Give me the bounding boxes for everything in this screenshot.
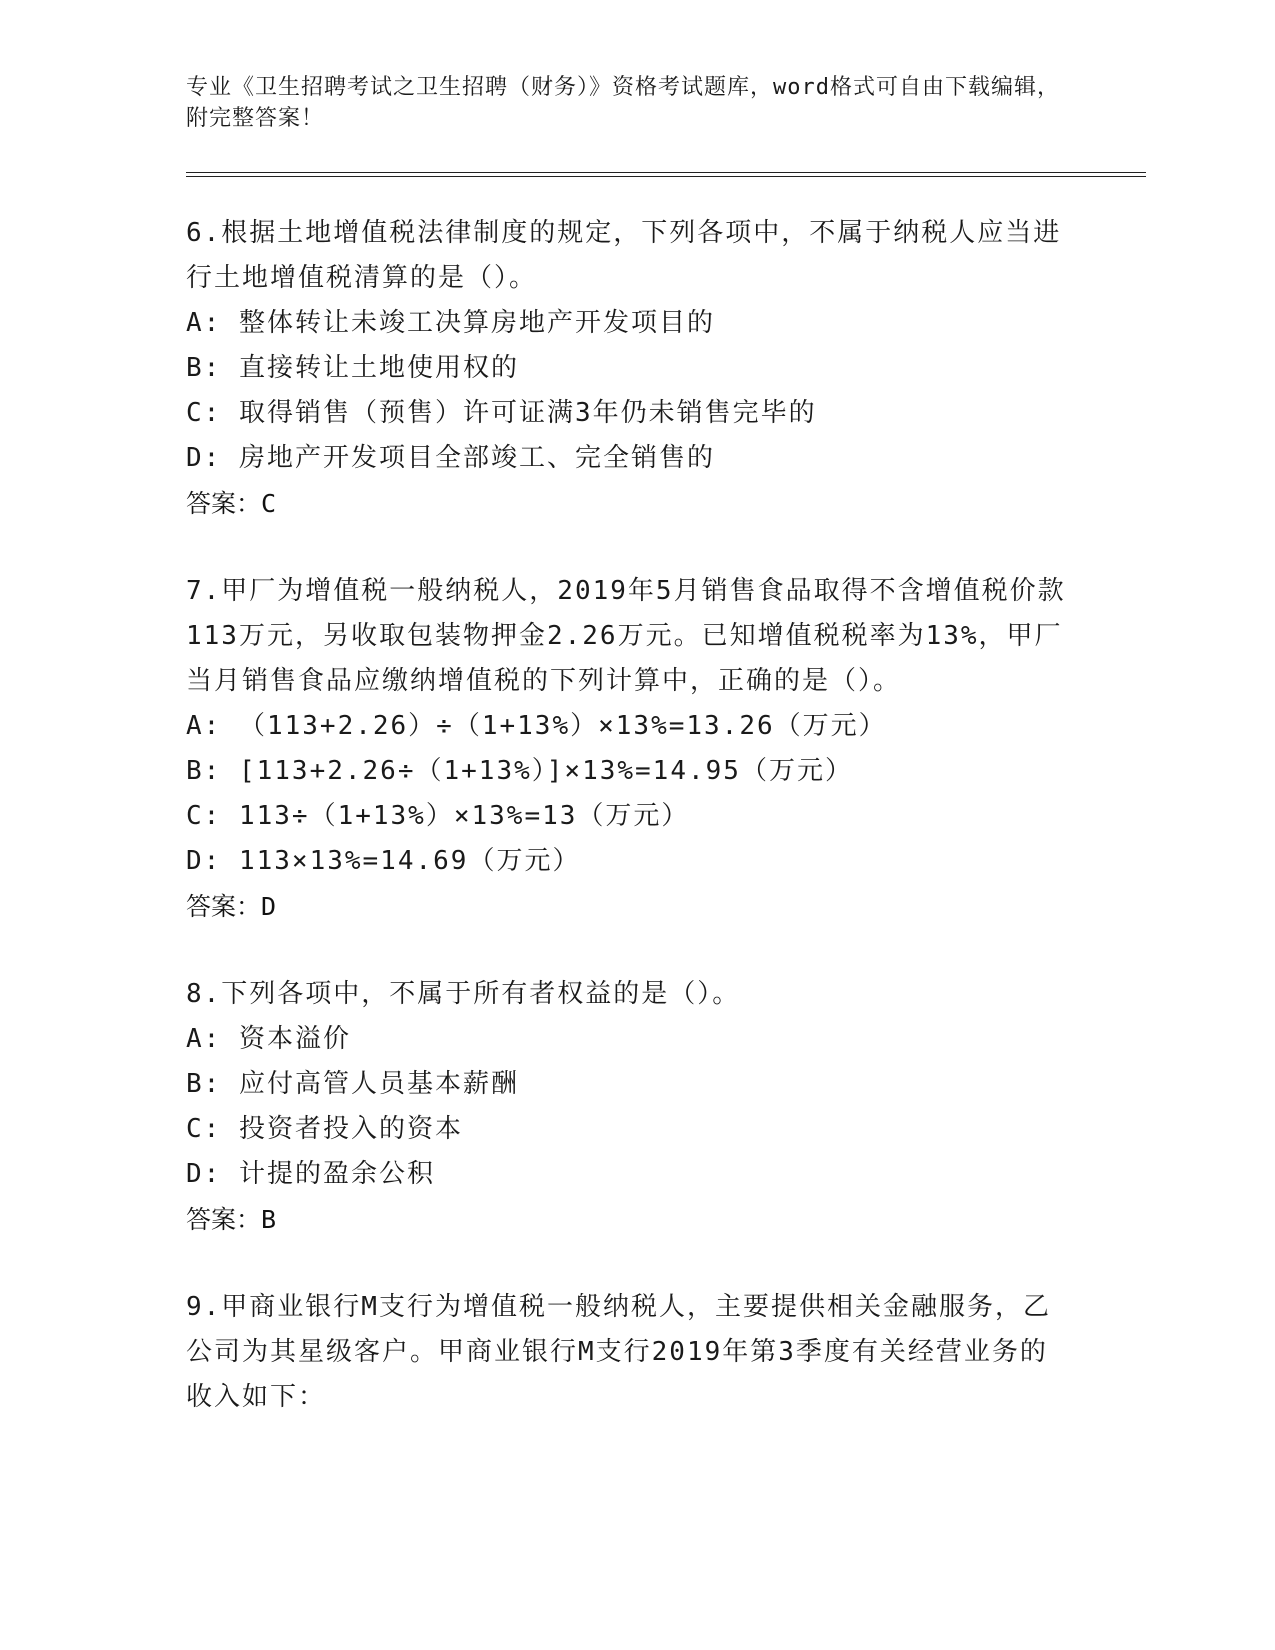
question-stem: 9.甲商业银行M支行为增值税一般纳税人，主要提供相关金融服务，乙公司为其星级客户。甲商业银行M支行2019年第3季度有关经营业务的收入如下： — [186, 1292, 1051, 1412]
question-7 — [186, 569, 1146, 930]
option-b: B: 直接转让土地使用权的 — [186, 353, 519, 383]
option-d: D: 113×13%=14.69（万元） — [186, 846, 581, 876]
question-8 — [186, 972, 1146, 1243]
option-a: A: 资本溢价 — [186, 1024, 351, 1054]
answer-label: 答案：D — [186, 892, 277, 921]
option-b: B: 应付高管人员基本薪酬 — [186, 1069, 519, 1099]
option-d: D: 房地产开发项目全部竣工、完全销售的 — [186, 443, 715, 473]
answer-label: 答案：B — [186, 1205, 277, 1234]
question-stem: 6.根据土地增值税法律制度的规定，下列各项中，不属于纳税人应当进行土地增值税清算的是（）。 — [186, 218, 1062, 293]
option-a: A: （113+2.26）÷（1+13%）×13%=13.26（万元） — [186, 711, 887, 741]
option-c: C: 投资者投入的资本 — [186, 1114, 463, 1144]
question-6 — [186, 211, 1146, 527]
option-c: C: 取得销售（预售）许可证满3年仍未销售完毕的 — [186, 398, 817, 428]
document-page — [186, 72, 1146, 1420]
option-d: D: 计提的盈余公积 — [186, 1159, 435, 1189]
header-divider — [186, 172, 1146, 177]
option-a: A: 整体转让未竣工决算房地产开发项目的 — [186, 308, 715, 338]
question-stem: 7.甲厂为增值税一般纳税人，2019年5月销售食品取得不含增值税价款113万元，另收取包装物押金2.26万元。已知增值税税率为13%，甲厂当月销售食品应缴纳增值税的下列计算中，正确的是（）。 — [186, 576, 1066, 696]
document-header: 专业《卫生招聘考试之卫生招聘（财务）》资格考试题库，word格式可自由下载编辑，附完整答案！ — [186, 75, 1060, 131]
answer-label: 答案：C — [186, 489, 277, 518]
question-stem: 8.下列各项中，不属于所有者权益的是（）。 — [186, 979, 741, 1009]
option-b: B: [113+2.26÷（1+13%）]×13%=14.95（万元） — [186, 756, 853, 786]
option-c: C: 113÷（1+13%）×13%=13（万元） — [186, 801, 690, 831]
question-9 — [186, 1285, 1146, 1420]
